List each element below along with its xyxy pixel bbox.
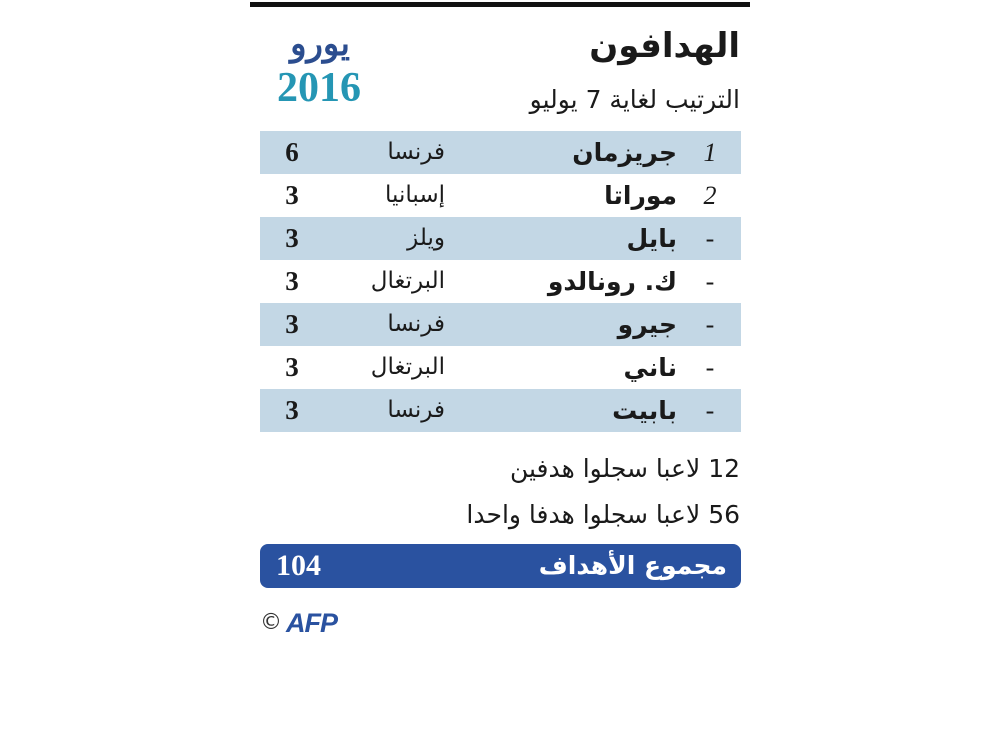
player-cell: موراتا <box>604 181 677 210</box>
rank-cell: 2 <box>703 181 717 210</box>
scorers-table <box>260 131 741 432</box>
player-cell: ك. رونالدو <box>547 267 677 296</box>
player-cell: ناني <box>623 353 677 382</box>
two-goal-scorers-note: 12 لاعبا سجلوا هدفين <box>509 454 740 483</box>
country-cell: إسبانيا <box>385 182 445 208</box>
table-row <box>260 389 741 432</box>
table-row <box>260 303 741 346</box>
rank-cell: - <box>705 310 715 339</box>
total-goals-bar <box>260 544 741 588</box>
scorers-card <box>250 0 750 650</box>
afp-logo: AFP <box>286 608 337 638</box>
table-row <box>260 217 741 260</box>
table-row <box>260 260 741 303</box>
rank-cell: - <box>705 224 715 253</box>
one-goal-scorers-note: 56 لاعبا سجلوا هدفا واحدا <box>466 500 740 529</box>
player-cell: جريزمان <box>572 138 677 167</box>
table-row <box>260 174 741 217</box>
top-rule <box>250 2 750 7</box>
goals-cell: 3 <box>285 180 299 210</box>
credit <box>260 606 380 640</box>
player-cell: جيرو <box>617 310 677 339</box>
total-goals-value: 104 <box>276 549 321 582</box>
table-row <box>260 346 741 389</box>
goals-cell: 3 <box>285 266 299 296</box>
euro-2016-logo <box>264 18 374 111</box>
rank-cell: - <box>705 353 715 382</box>
logo-year: 2016 <box>277 65 361 111</box>
country-cell: فرنسا <box>387 311 445 337</box>
goals-cell: 6 <box>285 137 299 167</box>
page-subtitle: الترتيب لغاية 7 يوليو <box>529 85 740 114</box>
rank-cell: - <box>705 396 715 425</box>
country-cell: ويلز <box>407 225 445 251</box>
goals-cell: 3 <box>285 223 299 253</box>
country-cell: البرتغال <box>370 268 445 294</box>
goals-cell: 3 <box>285 309 299 339</box>
country-cell: البرتغال <box>370 354 445 380</box>
copyright-icon: © <box>260 610 282 635</box>
total-goals-label: مجموع الأهداف <box>538 551 727 580</box>
table-row <box>260 131 741 174</box>
goals-cell: 3 <box>285 352 299 382</box>
rank-cell: 1 <box>703 138 717 167</box>
goals-cell: 3 <box>285 395 299 425</box>
logo-word: يورو <box>290 24 350 64</box>
rank-cell: - <box>705 267 715 296</box>
player-cell: بايل <box>626 224 677 253</box>
country-cell: فرنسا <box>387 139 445 165</box>
country-cell: فرنسا <box>387 397 445 423</box>
player-cell: بابيت <box>612 396 677 425</box>
page-title: الهدافون <box>589 26 740 66</box>
